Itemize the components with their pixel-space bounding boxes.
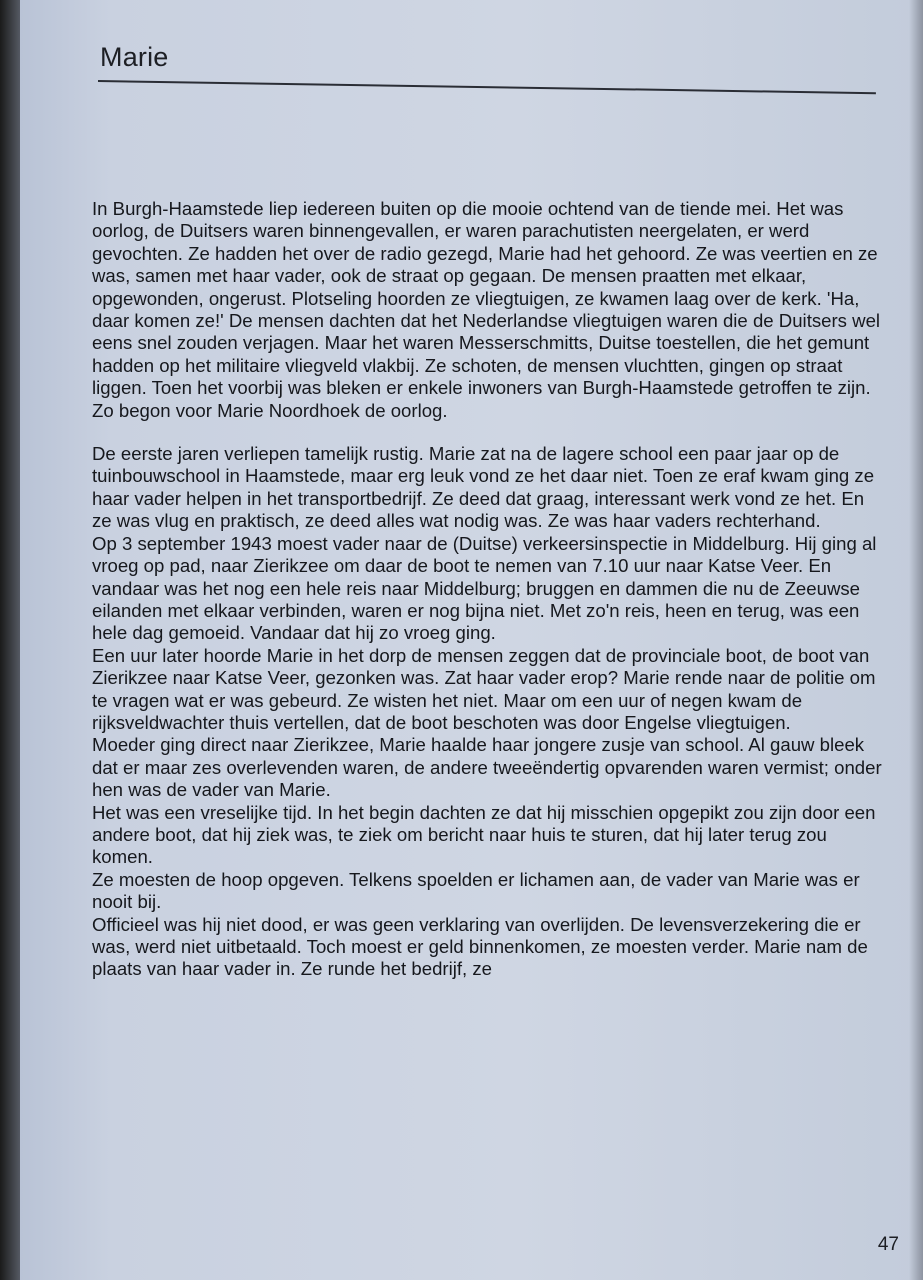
paragraph: Ze moesten de hoop opgeven. Telkens spoelden er lichamen aan, de vader van Marie was er nooit bij. (92, 868, 860, 913)
book-page (20, 0, 923, 1280)
page-edge-shadow (909, 0, 923, 1280)
book-binding-shadow (0, 0, 20, 1280)
paragraph: Officieel was hij niet dood, er was geen verklaring van overlijden. De levensverzekering die er was, werd niet uitbetaald. Toch moest er geld binnenkomen, ze moesten verder. Marie nam de plaats van haar vader in. Ze runde het bedrijf, ze (92, 913, 868, 980)
title-underline (98, 80, 876, 94)
paragraph: Een uur later hoorde Marie in het dorp de mensen zeggen dat de provinciale boot, de boot van Zierikzee naar Katse Veer, gezonken was. Zat haar vader erop? Marie rende naar de politie om te vragen wat er was gebeurd. Ze wisten het niet. Maar om een uur of negen kwam de rijksveldwachter thuis vertellen, dat de boot beschoten was door Engelse vliegtuigen. (92, 644, 876, 733)
paragraph: Moeder ging direct naar Zierikzee, Marie haalde haar jongere zusje van school. Al gauw bleek dat er maar zes overlevenden waren, de andere tweeëndertig opvarenden waren vermist; onder hen was de vader van Marie. (92, 734, 882, 801)
paragraph: Het was een vreselijke tijd. In het begin dachten ze dat hij misschien opgepikt zou zijn door een andere boot, dat hij ziek was, te ziek om bericht naar huis te sturen, dat hij later terug zou komen. (92, 801, 876, 868)
chapter-title: Marie (100, 42, 169, 72)
paragraph: Zo begon voor Marie Noordhoek de oorlog. (92, 399, 448, 421)
page-number: 47 (877, 1234, 899, 1255)
paragraph: Op 3 september 1943 moest vader naar de (Duitse) verkeersinspectie in Middelburg. Hij ging al vroeg op pad, naar Zierikzee om daar de boot te nemen van 7.10 uur naar Katse Veer. En vandaar was het nog een hele reis naar Middelburg; bruggen en dammen die nu de Zeeuwse eilanden met elkaar verbinden, waren er nog bijna niet. Met zo'n reis, heen en terug, was een hele dag gemoeid. Vandaar dat hij zo vroeg ging. (92, 532, 877, 644)
paragraph: In Burgh-Haamstede liep iedereen buiten op die mooie ochtend van de tiende mei. Het was oorlog, de Duitsers waren binnengevallen, er waren parachutisten neergelaten, er werd gevochten. Ze hadden het over de radio gezegd, Marie had het gehoord. Ze was veertien en ze was, samen met haar vader, ook de straat op gegaan. De mensen praatten met elkaar, opgewonden, ongerust. Plotseling hoorden ze vliegtuigen, ze kwamen laag over de kerk. 'Ha, daar komen ze!' De mensen dachten dat het Nederlandse vliegtuigen waren die de Duitsers wel eens snel zouden verjagen. Maar het waren Messerschmitts, Duitse toestellen, die het gemunt hadden op het militaire vliegveld vlakbij. Ze schoten, de mensen vluchtten, gingen op straat liggen. Toen het voorbij was bleken er enkele inwoners van Burgh-Haamstede getroffen te zijn. (92, 198, 881, 399)
body-text (92, 198, 882, 981)
paragraph: De eerste jaren verliepen tamelijk rustig. Marie zat na de lagere school een paar jaar op de tuinbouwschool in Haamstede, maar erg leuk vond ze het daar niet. Toen ze eraf kwam ging ze haar vader helpen in het transportbedrijf. Ze deed dat graag, interessant werk vond ze het. En ze was vlug en praktisch, ze deed alles wat nodig was. Ze was haar vaders rechterhand. (92, 443, 875, 532)
